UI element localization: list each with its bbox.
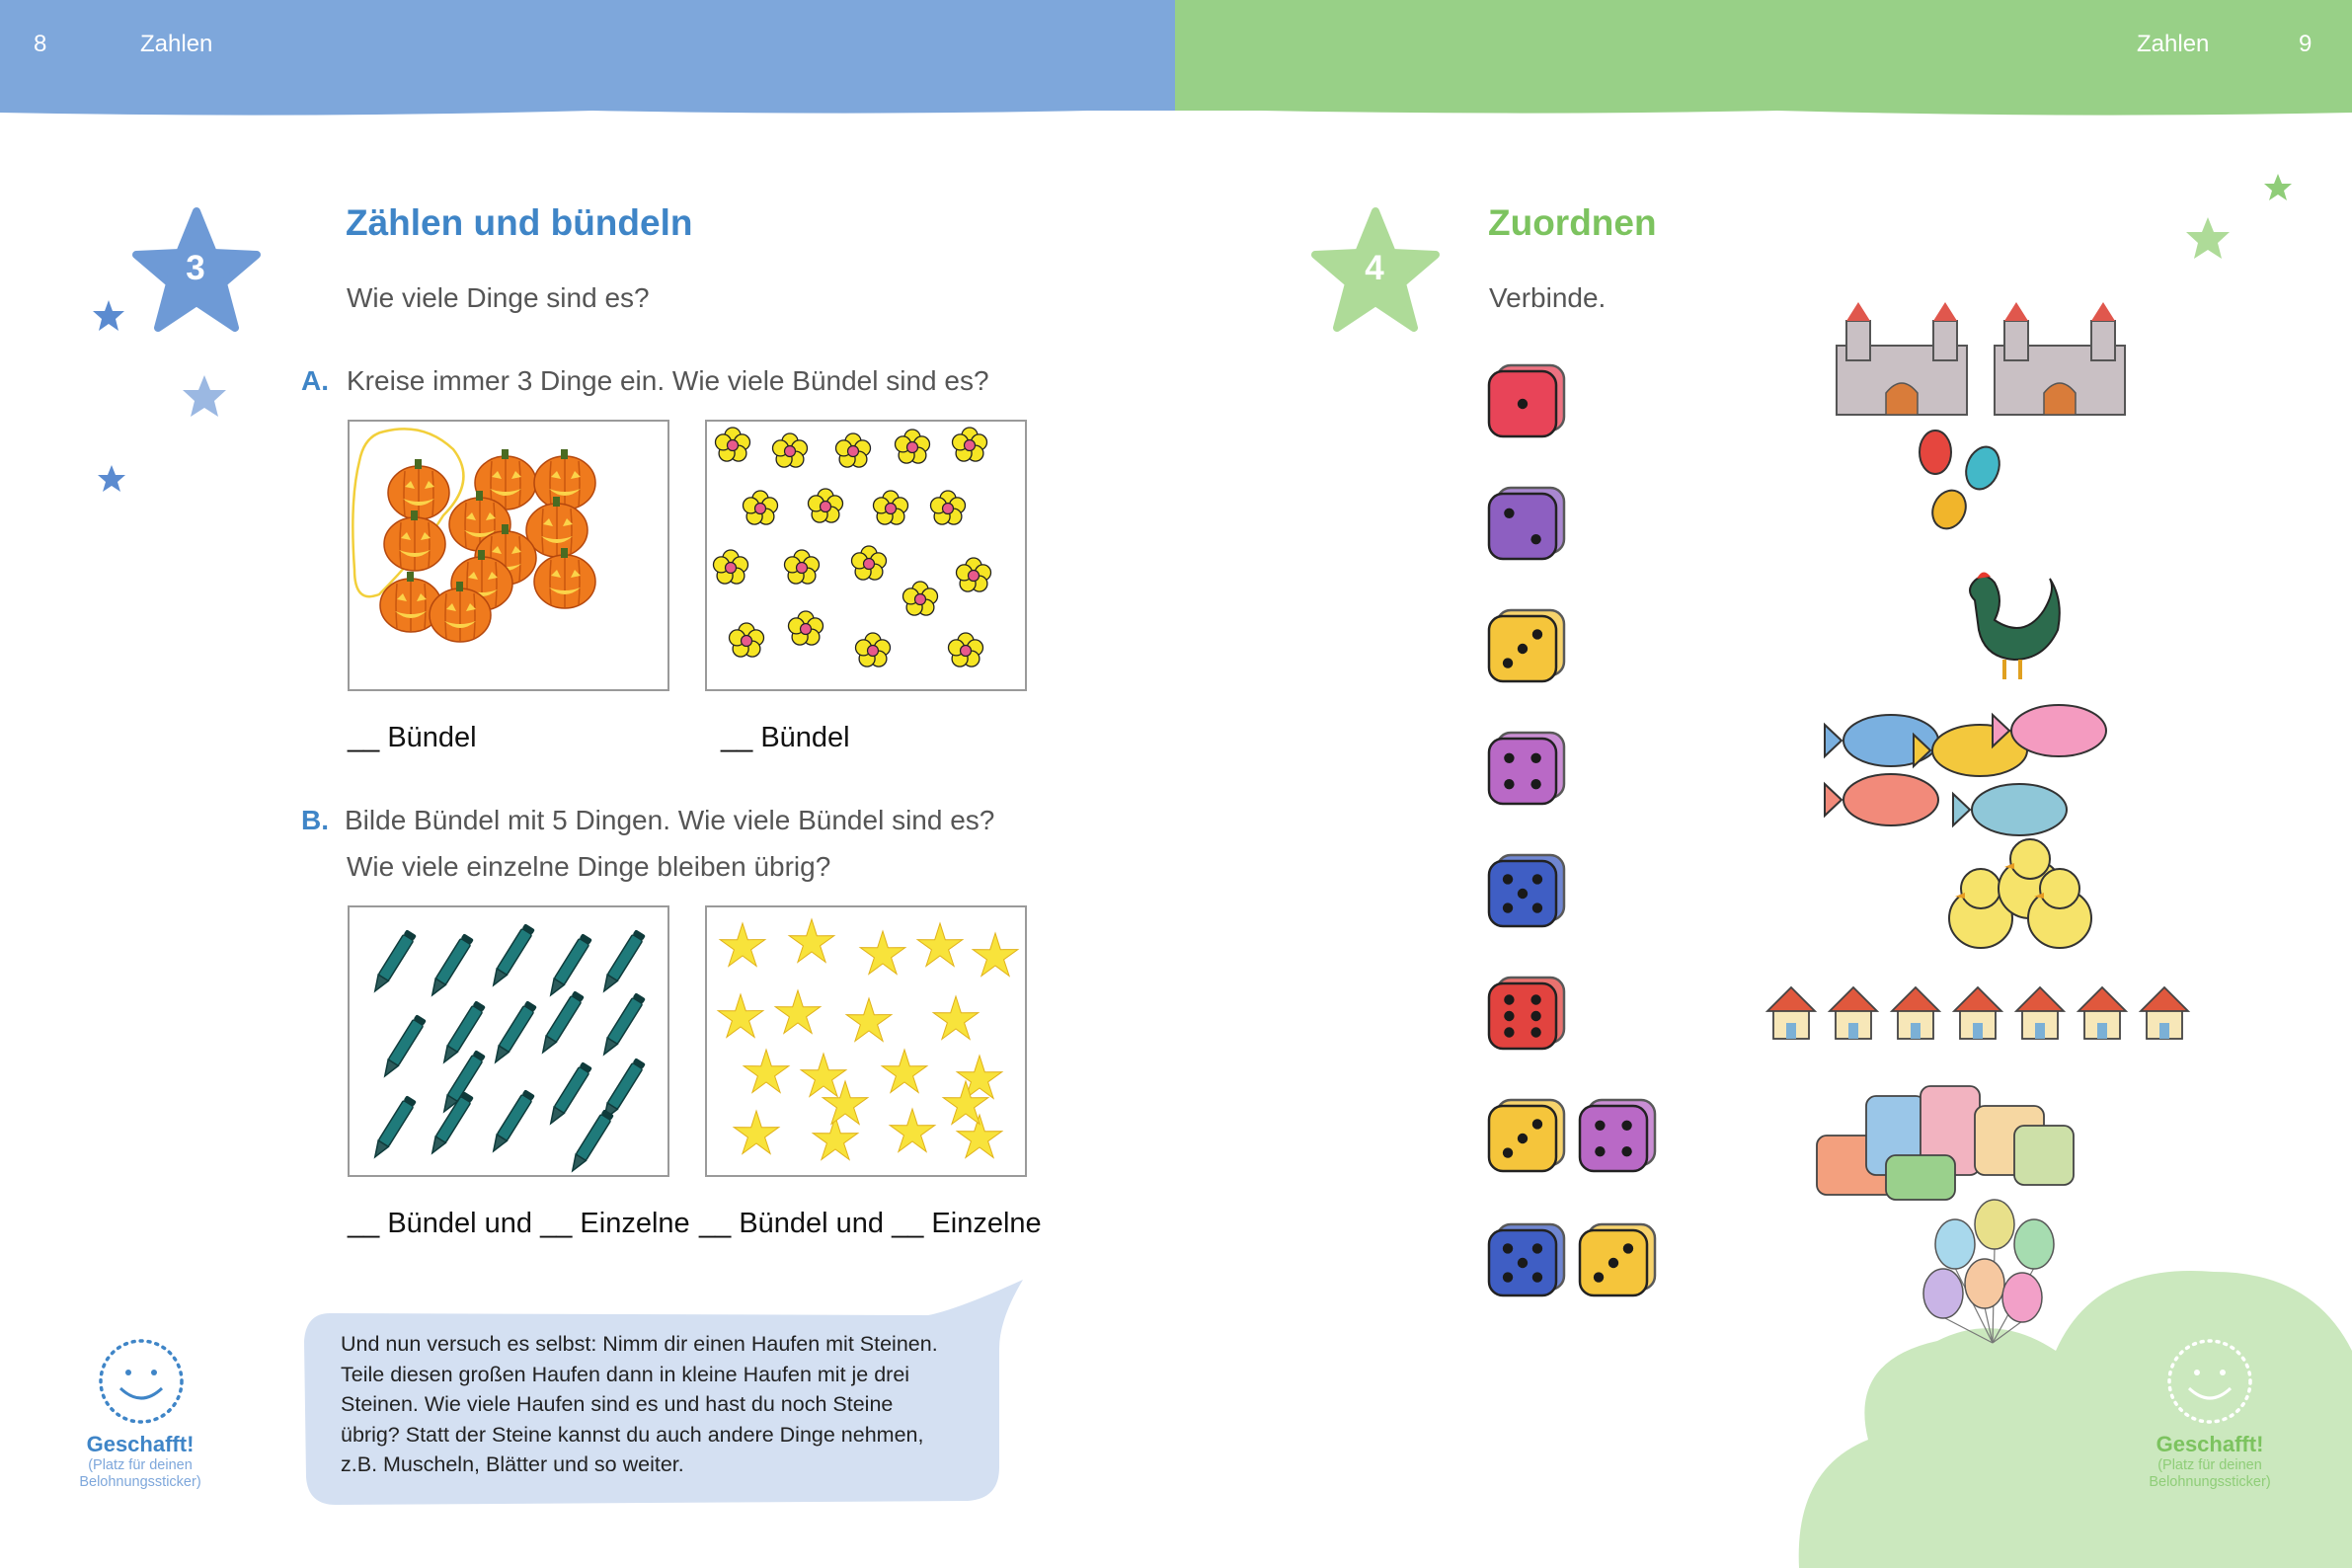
exercise-question: Wie viele Dinge sind es? xyxy=(347,282,650,313)
tip-text xyxy=(341,1329,992,1480)
small-star-icon xyxy=(2184,215,2234,265)
pencil-icon xyxy=(370,929,417,994)
task-b-text-line1: Bilde Bündel mit 5 Dingen. Wie viele Bündel sind es? xyxy=(345,805,995,835)
flower-icon xyxy=(874,491,908,524)
pencil-icon xyxy=(538,990,585,1056)
tip-line: z.B. Muscheln, Blätter und so weiter. xyxy=(341,1452,684,1476)
sticker-subtitle: Belohnungssticker) xyxy=(79,1474,201,1490)
die-icon xyxy=(1489,365,1564,436)
star-icon xyxy=(882,1050,927,1092)
die-icon xyxy=(1489,488,1564,559)
die-icon xyxy=(1489,855,1564,926)
stars-box xyxy=(705,905,1027,1177)
die-icon xyxy=(1580,1100,1655,1171)
flower-icon xyxy=(957,558,991,591)
task-a-label: A. xyxy=(301,365,329,396)
exercise-title: Zählen und bündeln xyxy=(346,202,693,243)
smiley-sticker-icon xyxy=(97,1337,186,1426)
small-star-icon xyxy=(181,373,230,423)
bags-icon xyxy=(1817,1086,2074,1200)
star-icon xyxy=(775,990,821,1033)
small-star-icon xyxy=(97,464,130,498)
sticker-subtitle: Belohnungssticker) xyxy=(2149,1474,2271,1490)
flower-icon xyxy=(836,433,871,467)
star-icon xyxy=(973,933,1018,976)
exercise-instruction: Verbinde. xyxy=(1489,282,1607,313)
pumpkin-icon xyxy=(388,459,449,519)
dice-column xyxy=(1481,365,1679,1451)
flowers-illustration xyxy=(707,422,1025,689)
flowers-box xyxy=(705,420,1027,691)
houses-icon xyxy=(1767,987,2188,1039)
flower-icon xyxy=(852,546,887,580)
flower-icon xyxy=(953,428,987,461)
left-page-number: 8 xyxy=(34,31,47,57)
pencil-icon xyxy=(491,1000,537,1065)
pencil-icon xyxy=(546,1061,592,1127)
die-icon xyxy=(1489,733,1564,804)
fish-icon xyxy=(1825,705,2106,835)
answer-bundles-singles-pencils: __ Bündel und __ Einzelne xyxy=(348,1208,690,1239)
answer-bundles-singles-stars: __ Bündel und __ Einzelne xyxy=(699,1208,1042,1239)
pencils-box xyxy=(348,905,669,1177)
flower-icon xyxy=(785,550,820,584)
star-icon xyxy=(744,1050,789,1092)
picture-column xyxy=(1758,296,2212,1343)
stars-illustration xyxy=(707,907,1025,1175)
pencil-icon xyxy=(599,992,646,1058)
small-star-icon xyxy=(2263,173,2297,206)
pencil-icon xyxy=(546,933,592,998)
header-brush-edge xyxy=(0,103,2352,122)
right-page-number: 9 xyxy=(2299,31,2313,57)
tip-line: Und nun versuch es selbst: Nimm dir einen Haufen mit Steinen. xyxy=(341,1332,938,1356)
flower-icon xyxy=(716,428,750,461)
sticker-caption-right xyxy=(2126,1432,2294,1491)
exercise-number: 4 xyxy=(1365,249,1384,287)
pencil-icon xyxy=(370,1095,417,1160)
small-star-icon xyxy=(91,298,130,338)
star-icon xyxy=(720,923,765,966)
exercise-number: 3 xyxy=(186,249,205,287)
sticker-title: Geschafft! xyxy=(86,1432,195,1456)
task-b-label: B. xyxy=(301,805,329,835)
die-icon xyxy=(1489,1100,1564,1171)
tip-line: übrig? Statt der Steine kannst du auch andere Dinge nehmen, xyxy=(341,1422,924,1447)
flower-icon xyxy=(730,623,764,657)
pencil-icon xyxy=(599,929,646,994)
star-icon xyxy=(846,998,892,1041)
flower-icon xyxy=(744,491,778,524)
smiley-sticker-icon xyxy=(2165,1337,2254,1426)
pumpkins-illustration xyxy=(350,422,667,689)
star-icon xyxy=(718,994,763,1037)
exercise-title: Zuordnen xyxy=(1488,202,1657,243)
star-icon xyxy=(813,1117,858,1159)
sticker-title: Geschafft! xyxy=(2156,1432,2264,1456)
star-icon xyxy=(734,1111,779,1153)
star-icon xyxy=(917,923,963,966)
star-icon xyxy=(860,931,905,974)
die-icon xyxy=(1580,1224,1655,1295)
task-a-text: Kreise immer 3 Dinge ein. Wie viele Bündel sind es? xyxy=(347,365,989,396)
pencil-icon xyxy=(489,923,535,988)
pencil-icon xyxy=(489,1089,535,1154)
sticker-subtitle: (Platz für deinen xyxy=(88,1457,193,1473)
flower-icon xyxy=(931,491,966,524)
flower-icon xyxy=(903,582,938,615)
pencil-icon xyxy=(380,1014,427,1079)
castle-icon xyxy=(1837,302,1967,415)
chicks-icon xyxy=(1949,839,2091,948)
rooster-icon xyxy=(1970,572,2060,679)
pumpkin-icon xyxy=(534,449,595,510)
sticker-subtitle: (Platz für deinen xyxy=(2157,1457,2262,1473)
pumpkin-icon xyxy=(384,510,445,571)
tip-line: Steinen. Wie viele Haufen sind es und hast du noch Steine xyxy=(341,1392,894,1416)
die-icon xyxy=(1489,610,1564,681)
flower-icon xyxy=(773,433,808,467)
pencils-illustration xyxy=(350,907,667,1175)
flower-icon xyxy=(896,430,930,463)
answer-bundles-pumpkins: __ Bündel xyxy=(348,722,477,753)
star-icon xyxy=(890,1109,935,1151)
pencil-icon xyxy=(568,1109,614,1174)
balloons-icon xyxy=(1923,1200,2054,1343)
flower-icon xyxy=(856,633,891,666)
flower-icon xyxy=(714,550,748,584)
pencil-icon xyxy=(428,933,474,998)
left-header-title: Zahlen xyxy=(140,31,213,57)
castle-icon xyxy=(1995,302,2125,415)
star-icon xyxy=(801,1054,846,1096)
right-header-title: Zahlen xyxy=(2137,31,2210,57)
die-icon xyxy=(1489,1224,1564,1295)
flower-icon xyxy=(789,611,823,645)
task-b-text-line2: Wie viele einzelne Dinge bleiben übrig? xyxy=(347,851,831,882)
star-icon xyxy=(933,996,979,1039)
star-icon xyxy=(957,1115,1002,1157)
star-icon xyxy=(789,919,834,962)
eggs-icon xyxy=(1920,431,2005,534)
answer-bundles-flowers: __ Bündel xyxy=(721,722,850,753)
die-icon xyxy=(1489,978,1564,1049)
flower-icon xyxy=(809,489,843,522)
pumpkin-icon xyxy=(534,548,595,608)
flower-icon xyxy=(949,633,983,666)
pumpkins-box xyxy=(348,420,669,691)
tip-line: Teile diesen großen Haufen dann in kleine Haufen mit je drei xyxy=(341,1362,910,1386)
sticker-caption-left xyxy=(56,1432,224,1491)
